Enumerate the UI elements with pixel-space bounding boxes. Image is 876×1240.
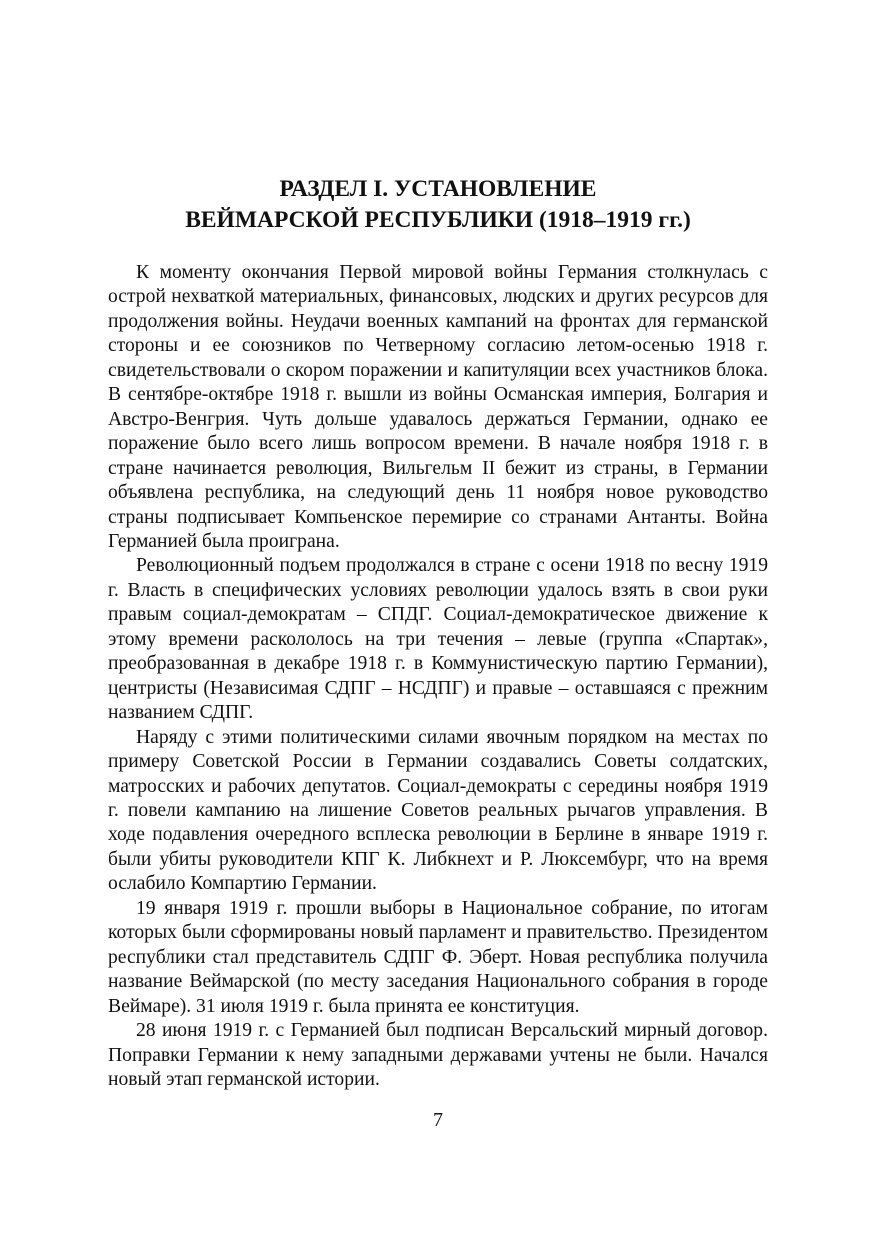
paragraph-5: 28 июня 1919 г. с Германией был подписан Версальский мирный договор. Поправки Германии к нему западными державами учтены не были. Начался новый этап германской истории.: [108, 1020, 768, 1090]
section-heading-line-2: ВЕЙМАРСКОЙ РЕСПУБЛИКИ (1918–1919 гг.): [185, 207, 691, 233]
paragraph-2: Революционный подъем продолжался в стране с осени 1918 по весну 1919 г. Власть в специфических условиях революции удалось взять в свои руки правым социал-демократам – СПДГ. Социал-демократическое движение к этому времени раскололось на три течения – левые (группа «Спартак», преобразованная в декабре 1918 г. в Коммунистическую партию Германии), центристы (Независимая СДПГ – НСДПГ) и правые – оставшаяся с прежним названием СДПГ.: [108, 555, 768, 724]
section-heading-line-1: РАЗДЕЛ I. УСТАНОВЛЕНИЕ: [279, 176, 597, 202]
paragraph-3: Наряду с этими политическими силами явочным порядком на местах по примеру Советской России в Германии создавались Советы солдатских, матросских и рабочих депутатов. Социал-демократы с середины ноября 1919 г. повели кампанию на лишение Советов реальных рычагов управления. В ходе подавления очередного всплеска революции в Берлине в январе 1919 г. были убиты руководители КПГ К. Либкнехт и Р. Люксембург, что на время ослабило Компартию Германии.: [108, 726, 768, 895]
page-number: 7: [433, 1109, 443, 1131]
body-text: [108, 261, 768, 1092]
section-heading: [108, 174, 768, 236]
paragraph-4: 19 января 1919 г. прошли выборы в Национальное собрание, по итогам которых были сформированы новый парламент и правительство. Президентом республики стал представитель СДПГ Ф. Эберт. Новая республика получила название Веймарской (по месту заседания Национального собрания в городе Веймаре). 31 июля 1919 г. была принята ее конституция.: [108, 897, 768, 1017]
paragraph-1: К моменту окончания Первой мировой войны Германия столкнулась с острой нехваткой материальных, финансовых, людских и других ресурсов для продолжения войны. Неудачи военных кампаний на фронтах для германской стороны и ее союзников по Четверному согласию летом-осенью 1918 г. свидетельствовали о скором поражении и капитуляции всех участников блока. В сентябре-октябре 1918 г. вышли из войны Османская империя, Болгария и Австро-Венгрия. Чуть дольше удавалось держаться Германии, однако ее поражение было всего лишь вопросом времени. В начале ноября 1918 г. в стране начинается революция, Вильгельм II бежит из страны, в Германии объявлена республика, на следующий день 11 ноября новое руководство страны подписывает Компьенское перемирие со странами Антанты. Война Германией была проиграна.: [108, 262, 768, 552]
book-page: [108, 0, 768, 1240]
